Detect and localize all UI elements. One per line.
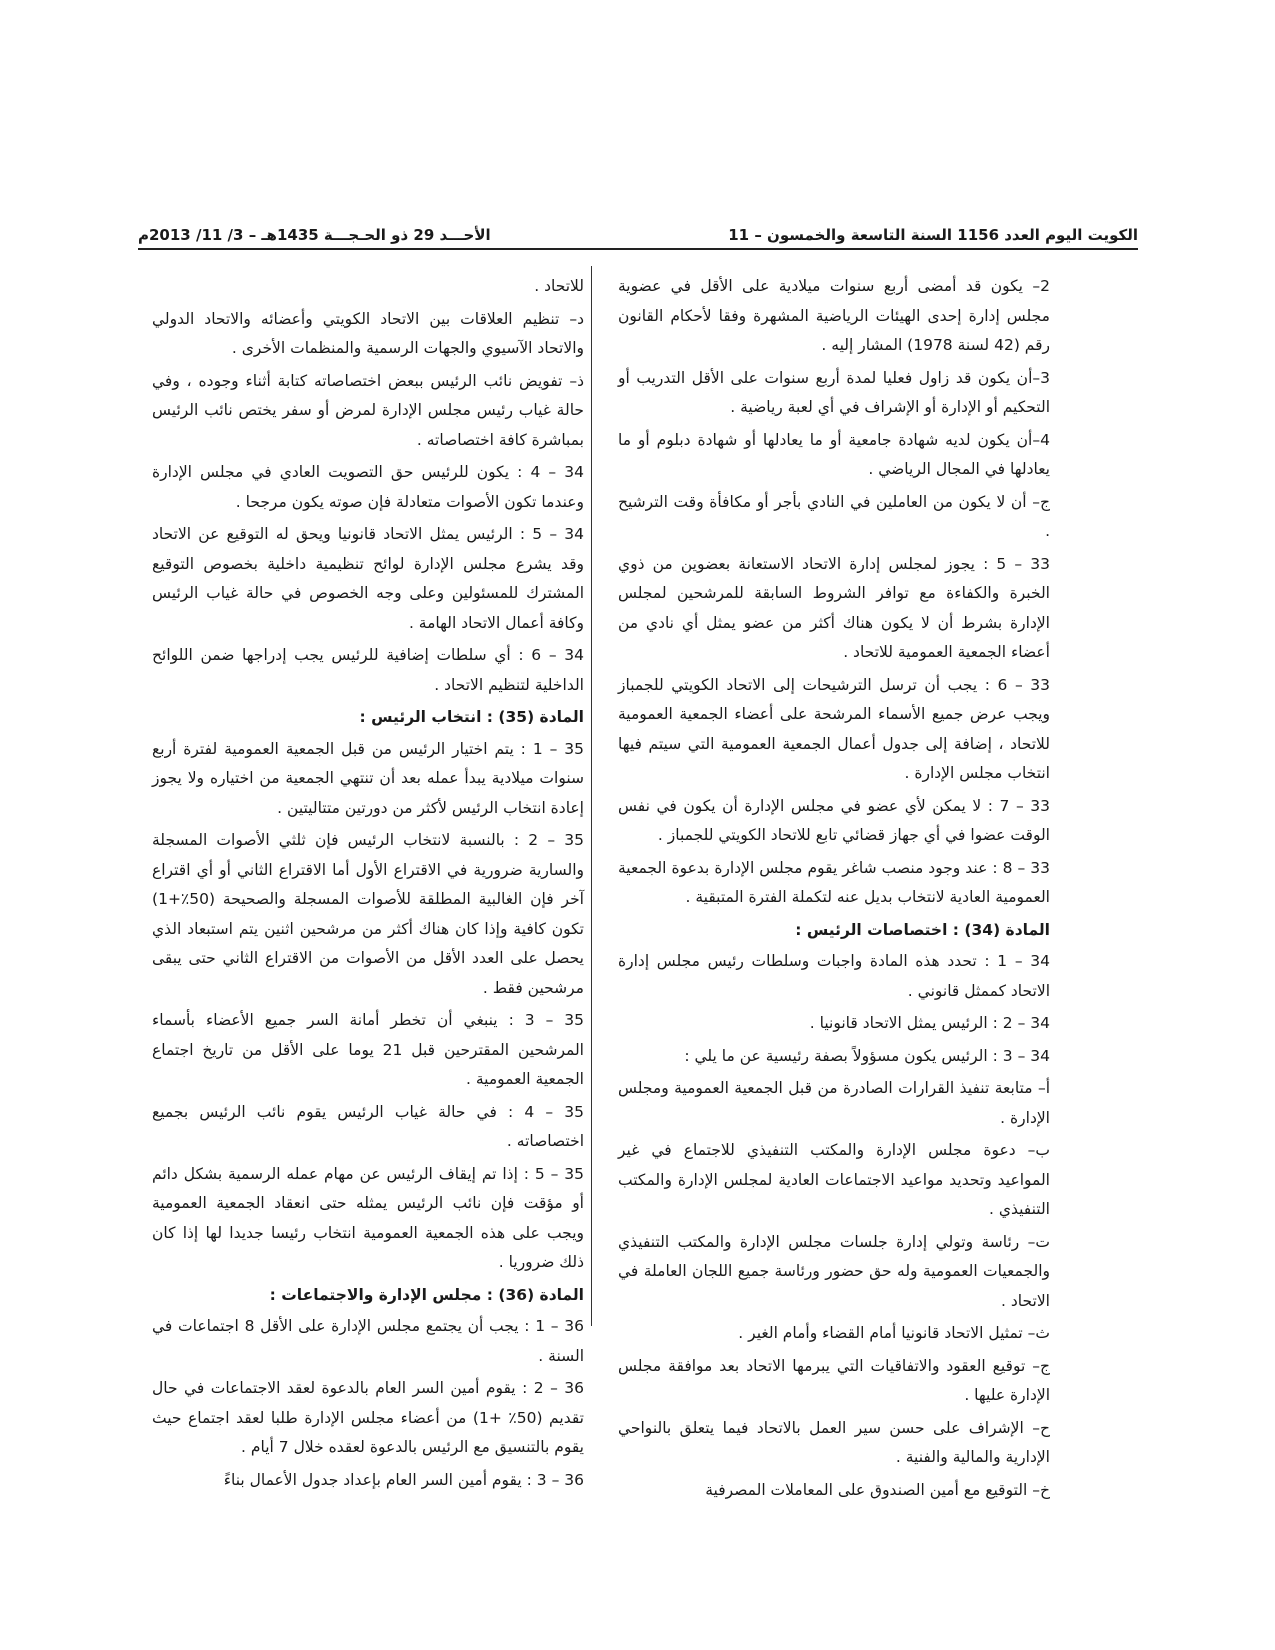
article-paragraph: خ– التوقيع مع أمين الصندوق على المعاملات المصرفية <box>705 1480 1050 1499</box>
article-paragraph: 36 – 2 : يقوم أمين السر العام بالدعوة لعقد الاجتماعات في حال تقديم (50٪ +1) من أعضاء مجلس الإدارة طلبا لعقد اجتماع حيث يقوم بالتنسيق مع الرئيس بالدعوة لعقده خلال 7 أيام . <box>152 1379 584 1456</box>
header-rule <box>138 248 1138 250</box>
article-paragraph: 35 – 3 : ينبغي أن تخطر أمانة السر جميع الأعضاء بأسماء المرشحين المقترحين قبل 21 يوما على الأقل من تاريخ اجتماع الجمعية العمومية . <box>152 1011 584 1088</box>
article-paragraph: ح– الإشراف على حسن سير العمل بالاتحاد فيما يتعلق بالنواحي الإدارية والمالية والفنية . <box>618 1418 1050 1466</box>
article-paragraph: 3–أن يكون قد زاول فعليا لمدة أربع سنوات على الأقل التدريب أو التحكيم أو الإدارة أو الإشراف في أي لعبة رياضية . <box>618 368 1050 416</box>
header-date: الأحـــد 29 ذو الحـجـــة 1435هـ – 3/ 11/ 2013م <box>138 226 491 244</box>
article-paragraph: ج– أن لا يكون من العاملين في النادي بأجر أو مكافأة وقت الترشيح . <box>618 492 1050 540</box>
left-column <box>152 272 584 1489</box>
article-paragraph: ث– تمثيل الاتحاد قانونيا أمام القضاء وأمام الغير . <box>738 1324 1050 1342</box>
article-paragraph: للاتحاد . <box>534 277 584 295</box>
article-paragraph: 35 – 5 : إذا تم إيقاف الرئيس عن مهام عمله الرسمية بشكل دائم أو مؤقت فإن نائب الرئيس يمثله حتى انعقاد الجمعية العمومية ويجب على هذه الجمعية العمومية انتخاب رئيسا جديدا لها إذا كان ذلك ضروريا . <box>152 1164 584 1271</box>
article-heading: المادة (34) : اختصاصات الرئيس : <box>795 920 1050 939</box>
article-paragraph: ذ– تفويض نائب الرئيس ببعض اختصاصاته كتابة أثناء وجوده ، وفي حالة غياب رئيس مجلس الإدارة لمرض أو سفر يختص نائب الرئيس بمباشرة كافة اختصاصاته . <box>152 371 584 449</box>
article-paragraph: 35 – 4 : في حالة غياب الرئيس يقوم نائب الرئيس بجميع اختصاصاته . <box>152 1102 584 1150</box>
article-paragraph: 34 – 2 : الرئيس يمثل الاتحاد قانونيا . <box>809 1014 1050 1032</box>
article-paragraph: 35 – 2 : بالنسبة لانتخاب الرئيس فإن ثلثي الأصوات المسجلة والسارية ضرورية في الاقتراع الأول أما الاقتراع الثاني أو أي اقتراع آخر فإن الغالبية المطلقة للأصوات المسجلة والصحيحة (50٪+1) تكون كافية وإذا كان هناك أكثر من مرشحين اثنين يتم استبعاد الذي يحصل على العدد الأقل من الأصوات من الاقتراع الثاني حتى يبقى مرشحين فقط . <box>152 831 584 997</box>
article-paragraph: 33 – 6 : يجب أن ترسل الترشيحات إلى الاتحاد الكويتي للجمباز ويجب عرض جميع الأسماء المرشحة على أعضاء الجمعية العمومية للاتحاد ، إضافة إلى جدول أعمال الجمعية العمومية التي سيتم فيها انتخاب مجلس الإدارة . <box>618 675 1050 782</box>
article-paragraph: 33 – 5 : يجوز لمجلس إدارة الاتحاد الاستعانة بعضوين من ذوي الخبرة والكفاءة مع توافر الشروط السابقة للمرشحين لمجلس الإدارة بشرط أن لا يكون هناك أكثر من عضو يمثل أي نادي من أعضاء الجمعية العمومية للاتحاد . <box>618 554 1050 661</box>
article-paragraph: 33 – 8 : عند وجود منصب شاغر يقوم مجلس الإدارة بدعوة الجمعية العمومية العادية لانتخاب بديل عنه لتكملة الفترة المتبقية . <box>618 858 1050 906</box>
column-divider <box>591 266 592 1326</box>
article-paragraph: 36 – 3 : يقوم أمين السر العام بإعداد جدول الأعمال بناءً <box>223 1470 584 1489</box>
article-paragraph: ج– توقيع العقود والاتفاقيات التي يبرمها الاتحاد بعد موافقة مجلس الإدارة عليها . <box>618 1356 1050 1404</box>
article-paragraph: ب– دعوة مجلس الإدارة والمكتب التنفيذي للاجتماع في غير المواعيد وتحديد مواعيد الاجتماعات العادية لمجلس الإدارة والمكتب التنفيذي . <box>618 1141 1050 1218</box>
article-heading: المادة (36) : مجلس الإدارة والاجتماعات : <box>269 1285 584 1304</box>
article-paragraph: 34 – 3 : الرئيس يكون مسؤولاً بصفة رئيسية عن ما يلي : <box>684 1046 1050 1065</box>
article-paragraph: أ– متابعة تنفيذ القرارات الصادرة من قبل الجمعية العمومية ومجلس الإدارة . <box>618 1079 1050 1127</box>
article-paragraph: 4–أن يكون لديه شهادة جامعية أو ما يعادلها أو شهادة دبلوم أو ما يعادلها في المجال الرياضي . <box>618 430 1050 478</box>
article-paragraph: 35 – 1 : يتم اختيار الرئيس من قبل الجمعية العمومية لفترة أربع سنوات ميلادية يبدأ عمله بعد أن تنتهي الجمعية من اختياره ولا يجوز إعادة انتخاب الرئيس لأكثر من دورتين متتاليتين . <box>152 739 584 817</box>
header-issue-info: الكويت اليوم العدد 1156 السنة التاسعة والخمسون – 11 <box>728 226 1138 244</box>
article-paragraph: 2– يكون قد أمضى أربع سنوات ميلادية على الأقل في عضوية مجلس إدارة إحدى الهيئات الرياضية المشهرة وفقا لأحكام القانون رقم (42 لسنة 1978) المشار إليه . <box>618 277 1050 354</box>
article-paragraph: ت– رئاسة وتولي إدارة جلسات مجلس الإدارة والمكتب التنفيذي والجمعيات العمومية وله حق حضور ورئاسة جميع اللجان العاملة في الاتحاد . <box>618 1232 1050 1310</box>
article-paragraph: 34 – 6 : أي سلطات إضافية للرئيس يجب إدراجها ضمن اللوائح الداخلية لتنظيم الاتحاد . <box>152 646 584 694</box>
article-paragraph: 34 – 1 : تحدد هذه المادة واجبات وسلطات رئيس مجلس إدارة الاتحاد كممثل قانوني . <box>618 952 1050 1000</box>
article-paragraph: 36 – 1 : يجب أن يجتمع مجلس الإدارة على الأقل 8 اجتماعات في السنة . <box>152 1317 584 1365</box>
article-paragraph: د– تنظيم العلاقات بين الاتحاد الكويتي وأعضائه والاتحاد الدولي والاتحاد الآسيوي والجهات الرسمية والمنظمات الأخرى . <box>152 309 584 357</box>
page-header <box>138 216 1138 244</box>
article-paragraph: 33 – 7 : لا يمكن لأي عضو في مجلس الإدارة أن يكون في نفس الوقت عضوا في أي جهاز قضائي تابع للاتحاد الكويتي للجمباز . <box>618 796 1050 844</box>
right-column <box>618 272 1050 1499</box>
article-heading: المادة (35) : انتخاب الرئيس : <box>359 708 584 726</box>
article-paragraph: 34 – 5 : الرئيس يمثل الاتحاد قانونيا ويحق له التوقيع عن الاتحاد وقد يشرع مجلس الإدارة لوائح تنظيمية داخلية بخصوص التوقيع المشترك للمسئولين وعلى وجه الخصوص في حالة غياب الرئيس وكافة أعمال الاتحاد الهامة . <box>152 525 584 632</box>
article-paragraph: 34 – 4 : يكون للرئيس حق التصويت العادي في مجلس الإدارة وعندما تكون الأصوات متعادلة فإن صوته يكون مرجحا . <box>152 463 584 511</box>
